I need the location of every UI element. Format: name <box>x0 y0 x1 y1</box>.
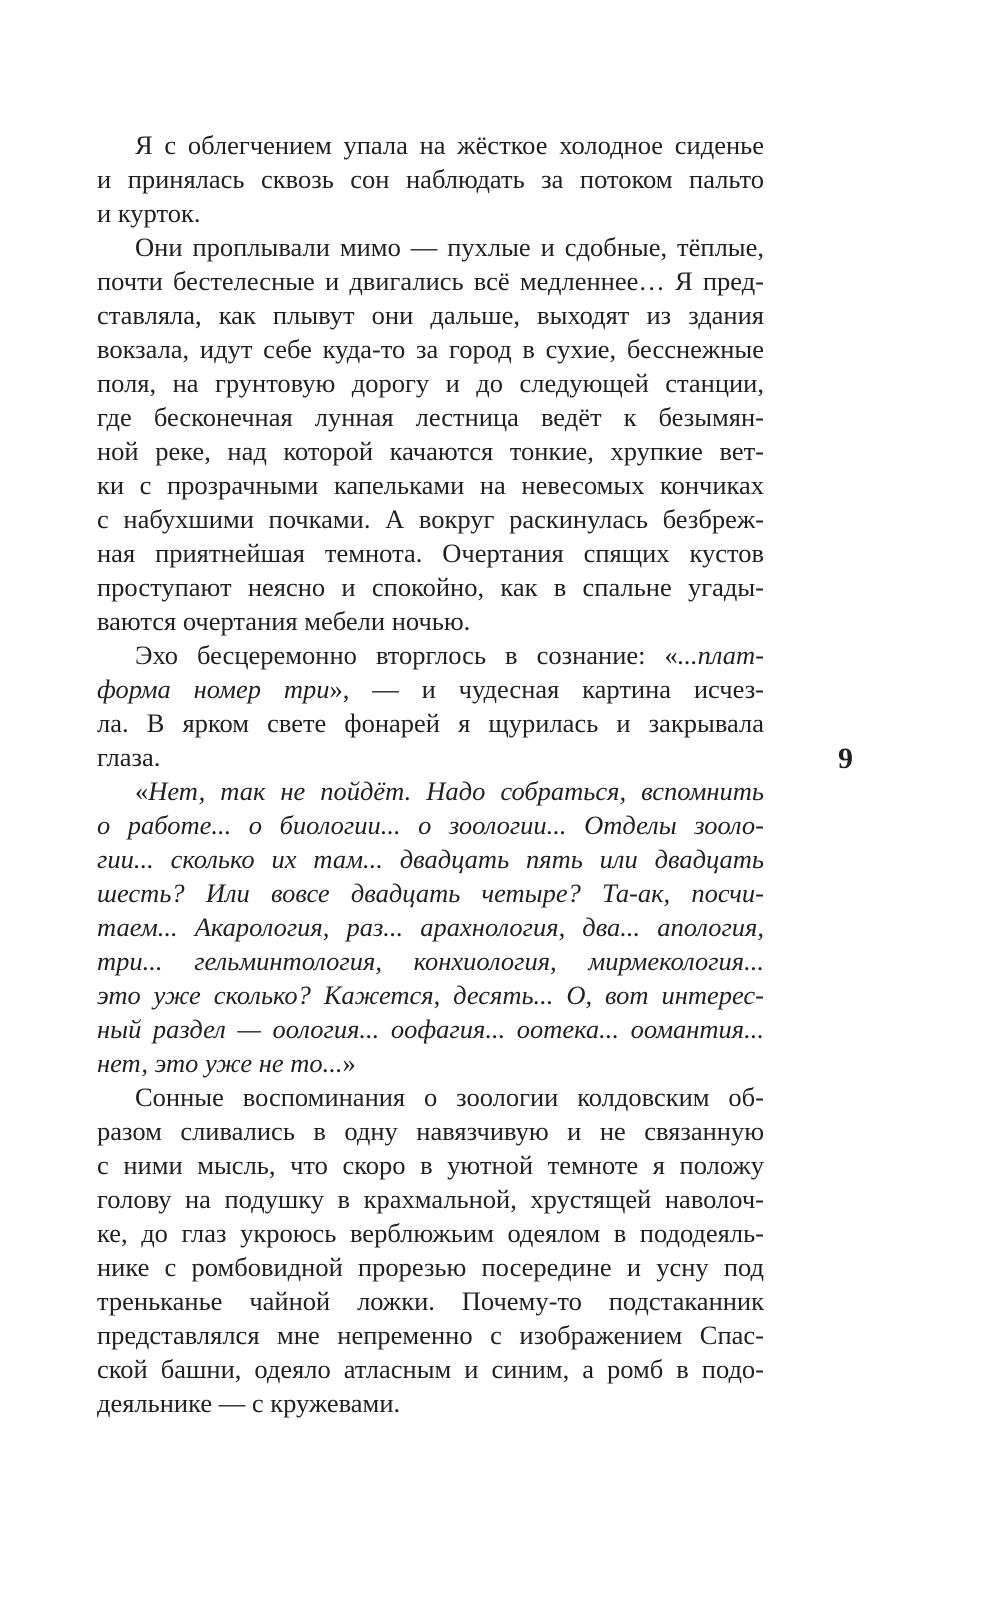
paragraph <box>97 128 764 230</box>
italic-text: это уже сколько? Кажется, десять... О, вот интерес- <box>97 980 764 1010</box>
text-line <box>97 468 764 502</box>
book-body-text <box>97 128 764 1420</box>
text-span: ской башни, одеяло атласным и синим, а ромб в подо- <box>97 1354 764 1384</box>
text-line <box>97 1046 764 1080</box>
text-line <box>97 1318 764 1352</box>
text-line <box>97 196 764 230</box>
italic-text: ный раздел — оология... оофагия... оотека... оомантия... <box>97 1014 764 1044</box>
page-number: 9 <box>838 742 853 775</box>
text-span: ваются очертания мебели ночью. <box>97 606 471 636</box>
italic-text: ...плат- <box>677 640 764 670</box>
text-line <box>97 366 764 400</box>
text-span: « <box>135 776 149 806</box>
text-span: ная приятнейшая темнота. Очертания спящих кустов <box>97 538 764 568</box>
text-line <box>97 332 764 366</box>
paragraph <box>97 1080 764 1420</box>
text-span: Сонные воспоминания о зоологии колдовским об- <box>135 1082 764 1112</box>
text-span: нике с ромбовидной прорезью посередине и усну под <box>97 1252 764 1282</box>
italic-text: нет, это уже не то... <box>97 1048 343 1078</box>
italic-text: Нет, так не пойдёт. Надо собраться, вспомнить <box>148 776 764 806</box>
text-span: где бесконечная лунная лестница ведёт к безымян- <box>97 402 764 432</box>
paragraph <box>97 638 764 774</box>
text-span: и курток. <box>97 198 201 228</box>
text-line <box>97 740 764 774</box>
text-line <box>97 638 764 672</box>
text-span: поля, на грунтовую дорогу и до следующей станции, <box>97 368 764 398</box>
italic-text: три... гельминтология, конхиология, мирмекология... <box>97 946 764 976</box>
text-span: с набухшими почками. А вокруг раскинулась безбреж- <box>97 504 764 534</box>
text-span: Они проплывали мимо — пухлые и сдобные, тёплые, <box>135 232 764 262</box>
italic-text: о работе... о биологии... о зоологии... Отделы зооло- <box>97 810 764 840</box>
text-line <box>97 1080 764 1114</box>
text-span: треньканье чайной ложки. Почему-то подстаканник <box>97 1286 764 1316</box>
text-line <box>97 434 764 468</box>
text-span: ной реке, над которой качаются тонкие, хрупкие вет- <box>97 436 764 466</box>
italic-text: форма номер три <box>97 674 330 704</box>
italic-text: таем... Акарология, раз... арахнология, два... апология, <box>97 912 764 942</box>
text-span: голову на подушку в крахмальной, хрустящей наволоч- <box>97 1184 764 1214</box>
text-line <box>97 230 764 264</box>
text-line <box>97 808 764 842</box>
text-span: ла. В ярком свете фонарей я щурилась и закрывала <box>97 708 764 738</box>
text-span: », — и чудесная картина исчез- <box>329 674 764 704</box>
text-line <box>97 400 764 434</box>
paragraph <box>97 774 764 1080</box>
text-line <box>97 910 764 944</box>
text-line <box>97 842 764 876</box>
text-line <box>97 604 764 638</box>
text-span: ке, до глаз укроюсь верблюжьим одеялом в пододеяль- <box>97 1218 764 1248</box>
text-line <box>97 1386 764 1420</box>
text-line <box>97 1012 764 1046</box>
text-line <box>97 128 764 162</box>
text-line <box>97 502 764 536</box>
text-span: с ними мысль, что скоро в уютной темноте я положу <box>97 1150 764 1180</box>
text-line <box>97 570 764 604</box>
text-line <box>97 1284 764 1318</box>
text-span: деяльнике — с кружевами. <box>97 1388 401 1418</box>
italic-text: шесть? Или вовсе двадцать четыре? Та-ак, посчи- <box>97 878 764 908</box>
text-line <box>97 1114 764 1148</box>
text-span: почти бестелесные и двигались всё медленнее… Я пред- <box>97 266 764 296</box>
text-span: и принялась сквозь сон наблюдать за потоком пальто <box>97 164 764 194</box>
text-line <box>97 706 764 740</box>
text-span: глаза. <box>97 742 161 772</box>
text-line <box>97 162 764 196</box>
text-line <box>97 1148 764 1182</box>
text-span: ки с прозрачными капельками на невесомых кончиках <box>97 470 764 500</box>
text-line <box>97 1250 764 1284</box>
text-line <box>97 536 764 570</box>
text-span: ставляла, как плывут они дальше, выходят из здания <box>97 300 764 330</box>
text-line <box>97 672 764 706</box>
text-line <box>97 298 764 332</box>
text-line <box>97 944 764 978</box>
text-span: разом сливались в одну навязчивую и не связанную <box>97 1116 764 1146</box>
text-line <box>97 1182 764 1216</box>
text-line <box>97 774 764 808</box>
text-span: Эхо бесцеремонно вторглось в сознание: « <box>135 640 678 670</box>
text-span: » <box>342 1048 356 1078</box>
text-line <box>97 978 764 1012</box>
text-span: представлялся мне непременно с изображением Спас- <box>97 1320 764 1350</box>
italic-text: гии... сколько их там... двадцать пять или двадцать <box>97 844 764 874</box>
text-line <box>97 1216 764 1250</box>
text-span: проступают неясно и спокойно, как в спальне угады- <box>97 572 764 602</box>
text-line <box>97 876 764 910</box>
text-line <box>97 1352 764 1386</box>
text-span: вокзала, идут себе куда-то за город в сухие, бесснежные <box>97 334 764 364</box>
text-line <box>97 264 764 298</box>
text-span: Я с облегчением упала на жёсткое холодное сиденье <box>135 130 764 160</box>
paragraph <box>97 230 764 638</box>
